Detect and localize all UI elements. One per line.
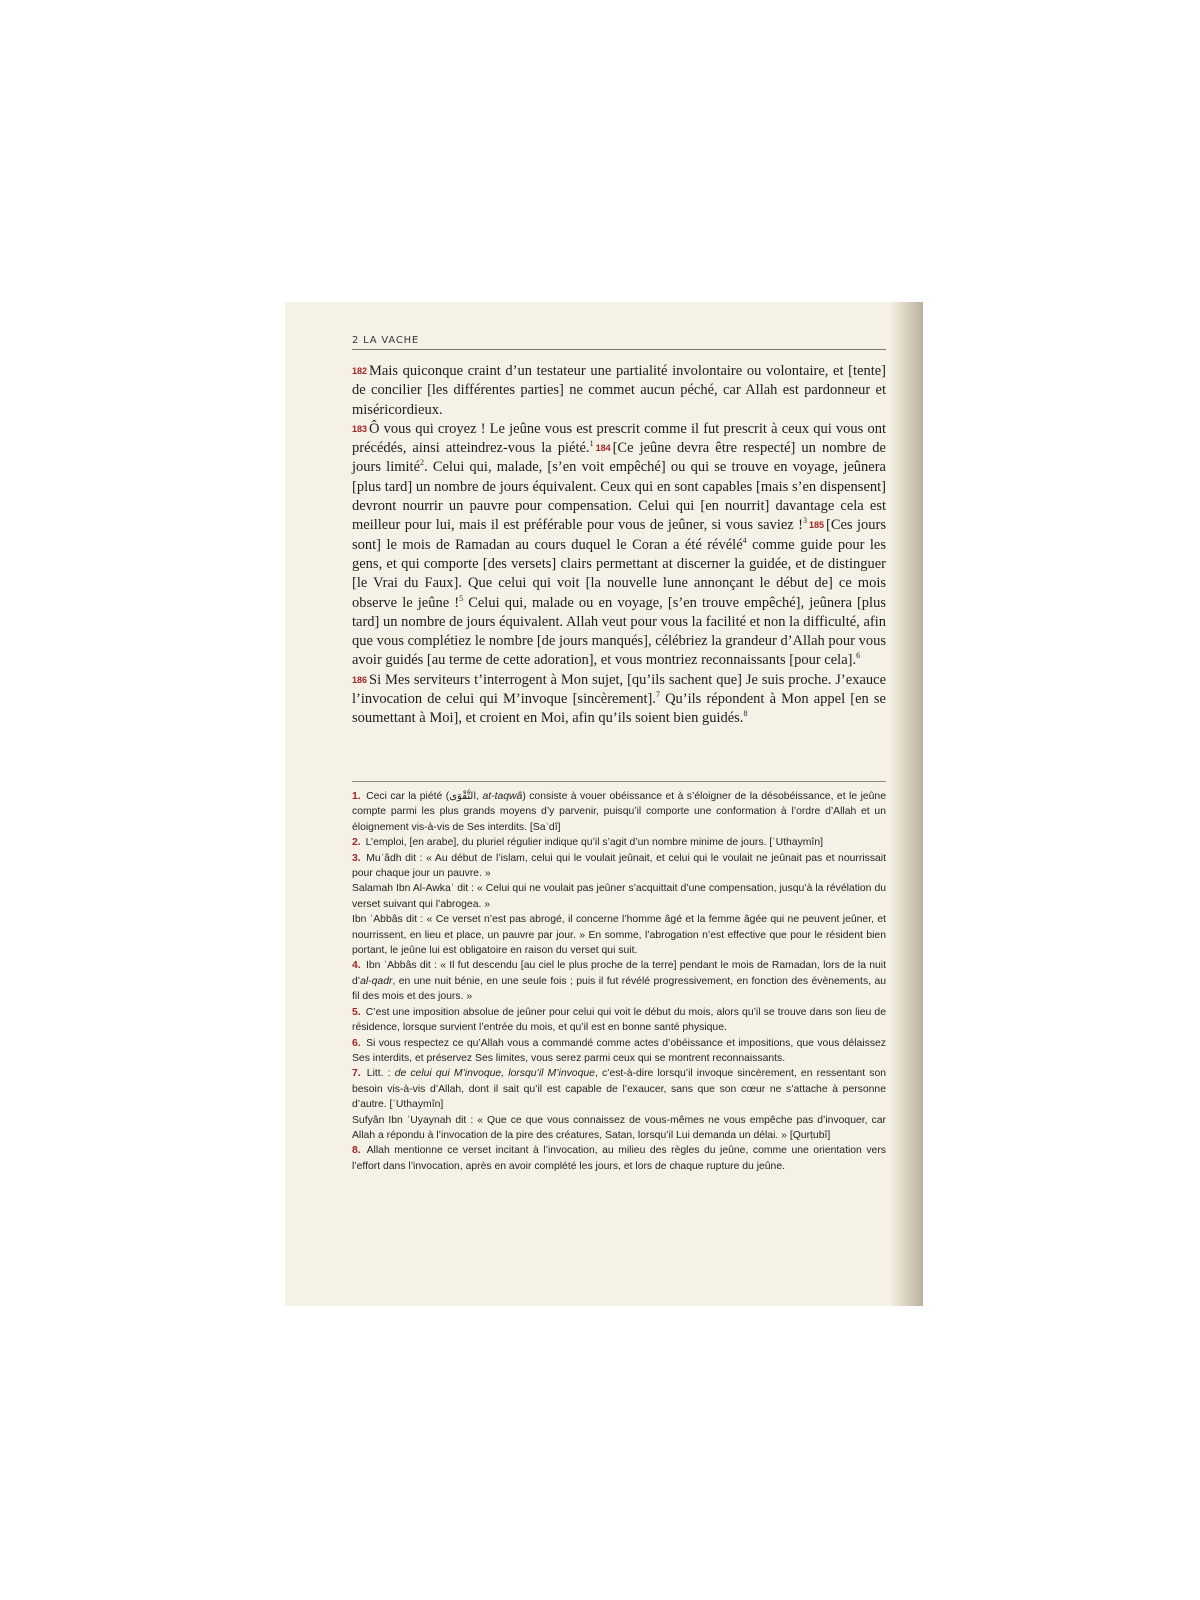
footnote-number: 3. [352, 852, 361, 864]
verse-text: [Ces jours sont] le mois de Ramadan au cours duquel le Coran a été révélé [352, 517, 886, 553]
verse-number: 182 [352, 366, 368, 376]
verse-182 [352, 362, 886, 420]
footnote-4 [352, 958, 886, 1004]
main-text [352, 362, 886, 729]
footnote-number: 6. [352, 1037, 361, 1049]
footnote-5 [352, 1005, 886, 1036]
verse-number: 184 [595, 443, 611, 454]
footnote-2 [352, 835, 886, 850]
book-page [285, 302, 923, 1306]
footnote-text: , [476, 791, 483, 802]
verse-text: Ô vous qui croyez ! Le jeûne vous est prescrit comme il fut prescrit à ceux qui vous ont précédés, ainsi atteindrez-vous la piété. [352, 420, 886, 457]
footnote-ref: 4 [742, 535, 747, 545]
footnote-text: Muʿâdh dit : « Au début de l’islam, celui qui le voulait jeûnait, et celui qui le voulait ne jeûnait pas et nourrissait pour chaque jour un pauvre. » [352, 852, 886, 880]
footnote-text: L’emploi, [en arabe], du pluriel régulier indique qu’il s’agit d’un nombre minime de jours. [ʿUthaymîn] [365, 837, 823, 849]
footnote-7 [352, 1066, 886, 1112]
footnote-text: , en une nuit bénie, en une seule fois ; puis il fut révélé progressivement, en fonction des évènements, au fil des mois et des jours. » [352, 975, 886, 1003]
verse-text: [Ce jeûne devra être respecté] un nombre de jours limité [352, 440, 886, 476]
verse-number: 186 [352, 674, 368, 685]
footnote-number: 4. [352, 960, 361, 972]
footnote-ref: 6 [856, 651, 861, 661]
verse-text: . Celui qui, malade, [s’en voit empêché] ou qui se trouve en voyage, jeûnera [plus tard] un nombre de jours équivalent. Ceux qui en sont capables [mais s’en dispensent] devront nourrir un pauvre pour compensation. Celui qui [en nourrit] davantage cela est meilleur pour lui, mais il est préférable pour vous de jeûner, si vous saviez ! [352, 459, 886, 534]
footnote-text: Ibn ʿAbbâs dit : « Il fut descendu [au ciel le plus proche de la terre] pendant le mois de Ramadan, lors de la nuit d’ [352, 960, 886, 987]
footnote-text: , c’est-à-dire lorsqu’il invoque sincèrement, en ressentant son besoin vis-à-vis d’Allah, dont il sait qu’il est capable de l’exaucer, sans que son cœur ne s’attache à personne d’autre. [ʿUthaymîn] [352, 1068, 886, 1111]
footnote-8 [352, 1143, 886, 1174]
page-edge-shadow [889, 302, 923, 1306]
arabic-term: التَّقْوَى [449, 791, 477, 802]
footnote-number: 7. [352, 1068, 361, 1080]
footnote-6 [352, 1036, 886, 1067]
footnote-text: ) consiste à vouer obéissance et à s’éloigner de la désobéissance, et le jeûne compte parmi les plus grands moyens d’y parvenir, puisqu’il comporte une conformation à l’ordre d’Allah et un éloignement vis-à-vis de Ses interdits. [Saʿdî] [352, 791, 886, 833]
footnote-text: Litt. : [366, 1068, 395, 1080]
verse-text: Si Mes serviteurs t’interrogent à Mon sujet, [qu’ils sachent que] Je suis proche. J’exauce l’invocation de celui qui M’invoque [sincèrement]. [352, 671, 886, 708]
footnote-7-para-2: Sufyân Ibn ʿUyaynah dit : « Que ce que vous connaissez de vous-mêmes ne vous empêche pas d’invoquer, car Allah a répondu à l’invocation de la pire des créatures, Satan, lorsqu’il Lui demanda un délai. » [Qurṭubî] [352, 1114, 886, 1141]
verse-text: Celui qui, malade ou en voyage, [s’en trouve empêché], jeûnera [plus tard] un nombre de jours équivalent. Allah veut pour vous la facilité et non la difficulté, afin que vous complétiez le nombre [de jours manqués], célébriez la grandeur d’Allah pour vous avoir guidés [au terme de cette adoration], et vous montriez reconnaissants [pour cela]. [352, 594, 886, 669]
footnote-3-para-2: Salamah Ibn Al-Awkaʿ dit : « Celui qui ne voulait pas jeûner s’acquittait d’une compensation, jusqu’à la révélation du verset suivant qui l’abrogea. » [352, 883, 886, 910]
footnotes [352, 789, 886, 1174]
footnote-text: Allah mentionne ce verset incitant à l’invocation, au milieu des règles du jeûne, comme une orientation vers l’effort dans l’invocation, après en avoir complété les jours, et lors de chaque rupture du jeûne. [352, 1145, 886, 1172]
footnote-text: C’est une imposition absolue de jeûner pour celui qui voit le début du mois, alors qu’il se trouve dans son lieu de résidence, lorsque survient l’entrée du mois, et qu’il est en bonne santé physique. [352, 1006, 886, 1034]
footnote-3 [352, 851, 886, 882]
footnote-number: 5. [352, 1006, 361, 1018]
footnote-italic: de celui qui M’invoque, lorsqu’il M’invoque [394, 1068, 595, 1080]
footnote-ref: 3 [802, 516, 807, 526]
footnote-ref: 7 [655, 690, 660, 700]
footnote-3-para-3: Ibn ʿAbbâs dit : « Ce verset n’est pas abrogé, il concerne l’homme âgé et la femme âgée qui ne peuvent jeûner, et nourrissent, en lieu et place, un pauvre par jour. » En somme, l’abrogation n’est effective que pour le résident bien portant, le jeûne lui est obligatoire en raison du verset qui suit. [352, 914, 886, 957]
running-head: 2 LA VACHE [352, 335, 886, 350]
footnote-number: 2. [352, 837, 361, 849]
footnote-ref: 2 [420, 458, 425, 468]
footnote-text: Ceci car la piété ( [366, 791, 450, 802]
footnote-1 [352, 789, 886, 835]
verse-text: comme guide pour les gens, et qui comporte [des versets] clairs permettant at discerner la guidée, et de distinguer [le Vrai du Faux]. Que celui qui voit [la nouvelle lune annonçant le début de] ce mois observe le jeûne ! [352, 536, 886, 611]
footnote-number: 1. [352, 791, 361, 802]
verse-186 [352, 671, 886, 729]
footnote-text: Si vous respectez ce qu’Allah vous a commandé comme actes d’obéissance et impositions, que vous délaissez Ses interdits, et préservez Ses limites, vous serez parmi ceux qui se montrent reconnaissants. [352, 1037, 887, 1064]
verse-number: 183 [352, 423, 368, 434]
verse-text: Qu’ils répondent à Mon appel [en se soumettant à Moi], et croient en Moi, afin qu’ils soient bien guidés. [352, 691, 886, 727]
verse-text: Mais quiconque craint d’un testateur une partialité involontaire ou volontaire, et [tente] de concilier [les différentes parties] ne commet aucun péché, car Allah est pardonneur et miséricordieux. [352, 363, 886, 418]
footnote-ref: 1 [589, 439, 594, 449]
footnote-italic: al-qadr [360, 975, 393, 987]
footnote-divider [352, 781, 886, 782]
verse-number: 185 [808, 520, 824, 531]
footnote-number: 8. [352, 1145, 361, 1157]
footnote-ref: 5 [459, 593, 464, 603]
footnote-ref: 8 [743, 709, 748, 719]
footnote-italic: at-taqwâ [482, 791, 523, 802]
verse-183-185 [352, 420, 886, 671]
